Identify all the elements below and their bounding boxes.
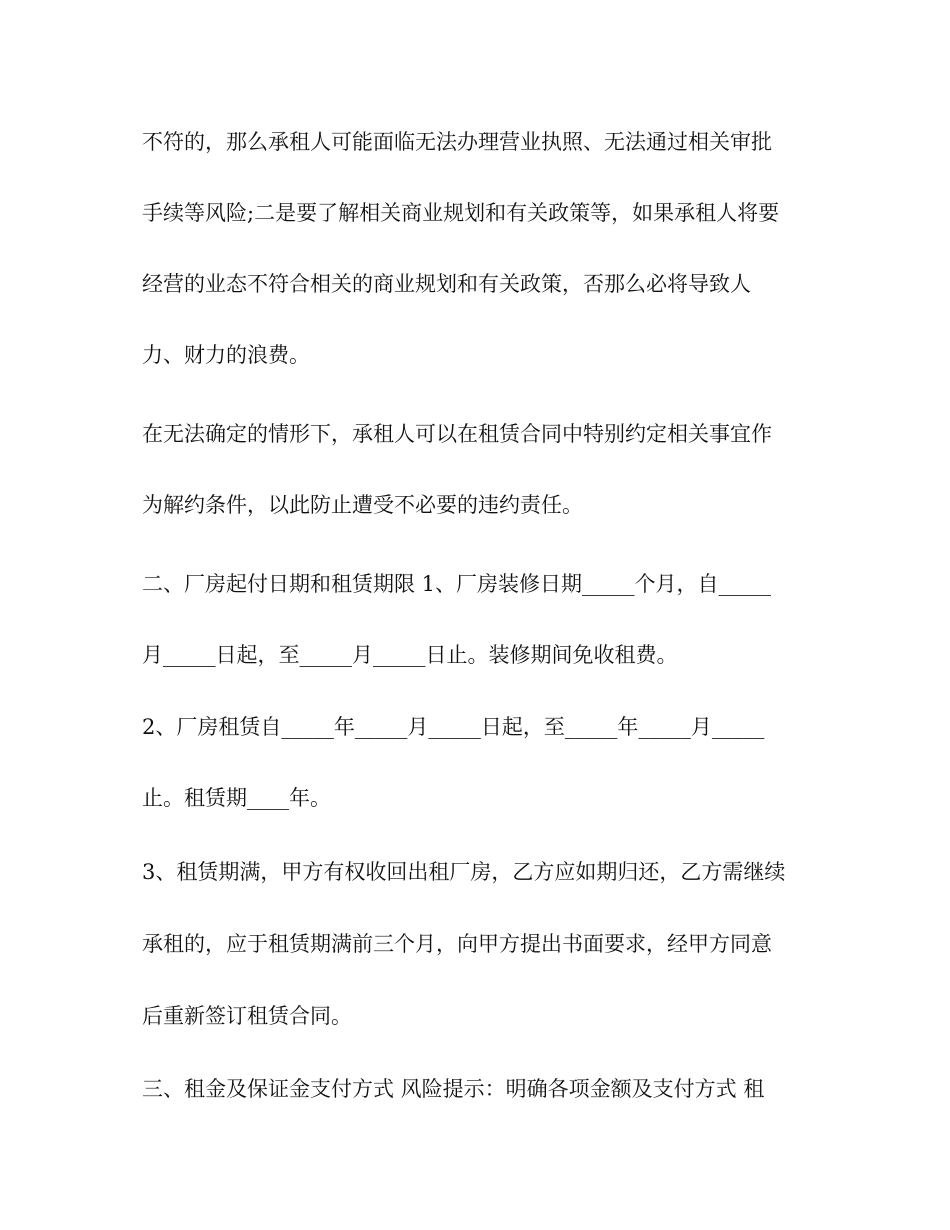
text-line: 止。租赁期____年。 xyxy=(142,786,331,810)
text-line: 三、租金及保证金支付方式 风险提示：明确各项金额及支付方式 租 xyxy=(142,1077,765,1101)
text-line: 二、厂房起付日期和租赁期限 1、厂房装修日期_____个月，自_____ xyxy=(142,572,772,596)
text-line: 3、租赁期满，甲方有权收回出租厂房，乙方应如期归还，乙方需继续 xyxy=(142,860,786,884)
text-line: 后重新签订租赁合同。 xyxy=(142,1004,352,1028)
text-line: 为解约条件，以此防止遭受不必要的违约责任。 xyxy=(142,493,583,517)
text-line: 手续等风险;二是要了解相关商业规划和有关政策等，如果承租人将要 xyxy=(142,201,780,225)
text-line: 不符的，那么承租人可能面临无法办理营业执照、无法通过相关审批 xyxy=(142,130,772,154)
text-line: 经营的业态不符合相关的商业规划和有关政策，否那么必将导致人 xyxy=(142,272,751,296)
text-line: 承租的，应于租赁期满前三个月，向甲方提出书面要求，经甲方同意 xyxy=(142,932,772,956)
text-line: 2、厂房租赁自_____年_____月_____日起，至_____年_____月_____ xyxy=(142,715,765,739)
text-line: 月_____日起，至_____月_____日止。装修期间免收租费。 xyxy=(142,643,678,667)
text-line: 力、财力的浪费。 xyxy=(142,343,310,367)
text-line: 在无法确定的情形下，承租人可以在租赁合同中特别约定相关事宜作 xyxy=(142,422,772,446)
